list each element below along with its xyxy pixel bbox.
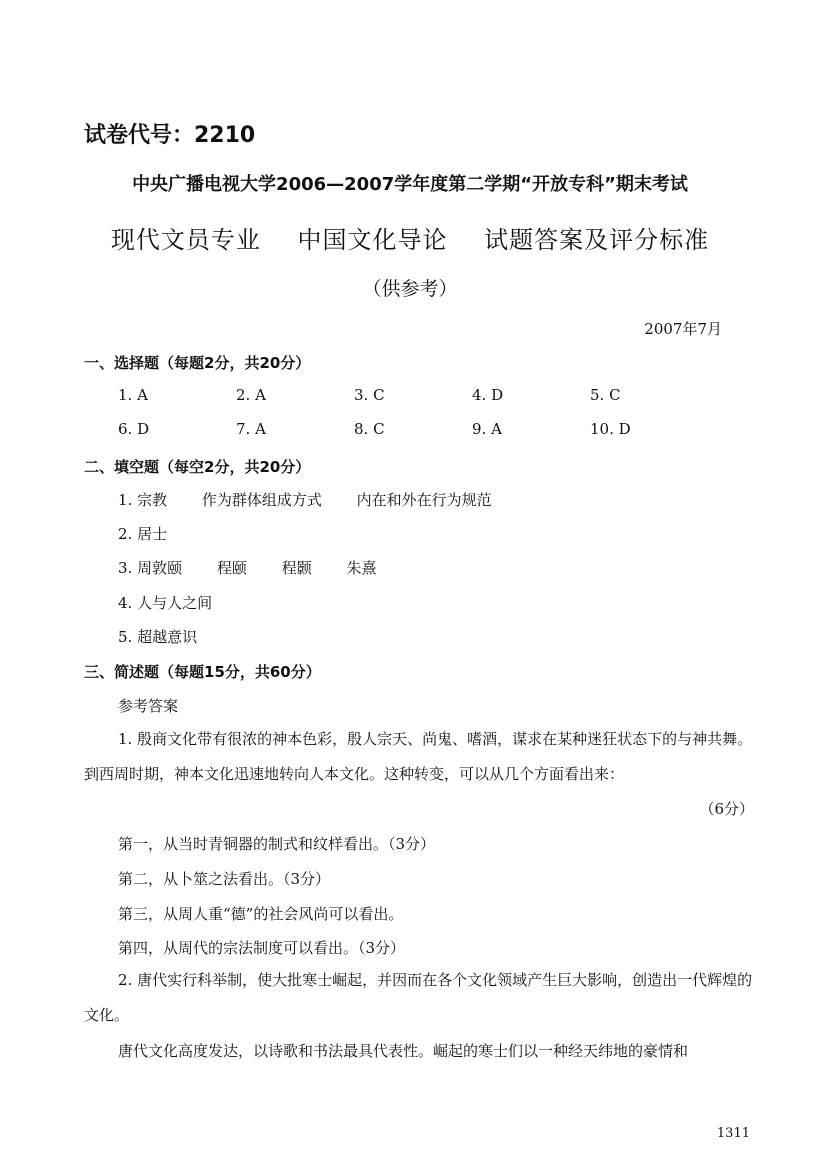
- fill-answer: 程颢: [281, 559, 312, 577]
- fill-answer: 程颐: [216, 559, 247, 577]
- fill-item-5: 5. 超越意识: [118, 628, 198, 646]
- q1-point-4: 第四，从周代的宗法制度可以看出。（3分）: [118, 939, 406, 957]
- q2-intro: 2. 唐代实行科举制，使大批寒士崛起，并因而在各个文化领域产生巨大影响，创造出一代辉煌的文化。: [84, 971, 753, 1024]
- q1-point-2: 第二，从卜筮之法看出。（3分）: [118, 870, 331, 888]
- subtitle-course: 中国文化导论: [297, 226, 448, 254]
- subtitle: [0, 220, 820, 255]
- choice-answer: 5. C: [590, 386, 621, 404]
- paper-code: 试卷代号：2210: [84, 123, 256, 148]
- choice-answer: 8. C: [354, 420, 385, 438]
- section1-heading: 一、选择题（每题2分，共20分）: [84, 354, 311, 372]
- section2-heading: 二、填空题（每空2分，共20分）: [84, 458, 311, 476]
- choice-answer: 3. C: [354, 386, 385, 404]
- q1-intro: 1. 殷商文化带有很浓的神本色彩，殷人宗天、尚鬼、嗜酒，谋求在某种迷狂状态下的与神共舞。到西周时期，神本文化迅速地转向人本文化。这种转变，可以从几个方面看出来：: [84, 730, 753, 783]
- reference-note: （供参考）: [362, 278, 458, 300]
- q1-score: （6分）: [699, 800, 754, 818]
- exam-title: 中央广播电视大学2006—2007学年度第二学期“开放专科”期末考试: [132, 174, 688, 195]
- choice-answer: 9. A: [472, 420, 502, 438]
- fill-item-2: 2. 居士: [118, 525, 168, 543]
- choice-answers-row2: [118, 420, 708, 438]
- fill-answer: 1. 宗教: [118, 491, 168, 509]
- fill-answer: 作为群体组成方式: [201, 491, 322, 509]
- choice-answer: 7. A: [236, 420, 266, 438]
- subtitle-major: 现代文员专业: [110, 226, 261, 254]
- section3-heading: 三、简述题（每题15分，共60分）: [84, 663, 321, 681]
- reference-answer-label: 参考答案: [118, 697, 179, 715]
- fill-answer: 朱熹: [346, 559, 377, 577]
- choice-answer: 6. D: [118, 420, 150, 438]
- fill-item-3: [118, 557, 406, 578]
- q1-point-3: 第三，从周人重“德”的社会风尚可以看出。: [118, 905, 404, 923]
- choice-answer: 2. A: [236, 386, 266, 404]
- choice-answer: 10. D: [590, 420, 631, 438]
- fill-answer: 内在和外在行为规范: [356, 491, 492, 509]
- choice-answer: 4. D: [472, 386, 504, 404]
- exam-date: 2007年7月: [644, 320, 722, 338]
- q1-point-1: 第一，从当时青铜器的制式和纹样看出。（3分）: [118, 835, 436, 853]
- choice-answers-row1: [118, 386, 708, 404]
- page-number: 1311: [716, 1126, 750, 1141]
- fill-item-1: [118, 489, 522, 510]
- subtitle-type: 试题答案及评分标准: [484, 226, 710, 254]
- choice-answer: 1. A: [118, 386, 148, 404]
- q2-text: 唐代文化高度发达，以诗歌和书法最具代表性。崛起的寒士们以一种经天纬地的豪情和: [118, 1042, 689, 1060]
- fill-item-4: 4. 人与人之间: [118, 594, 213, 612]
- fill-answer: 3. 周敦颐: [118, 559, 183, 577]
